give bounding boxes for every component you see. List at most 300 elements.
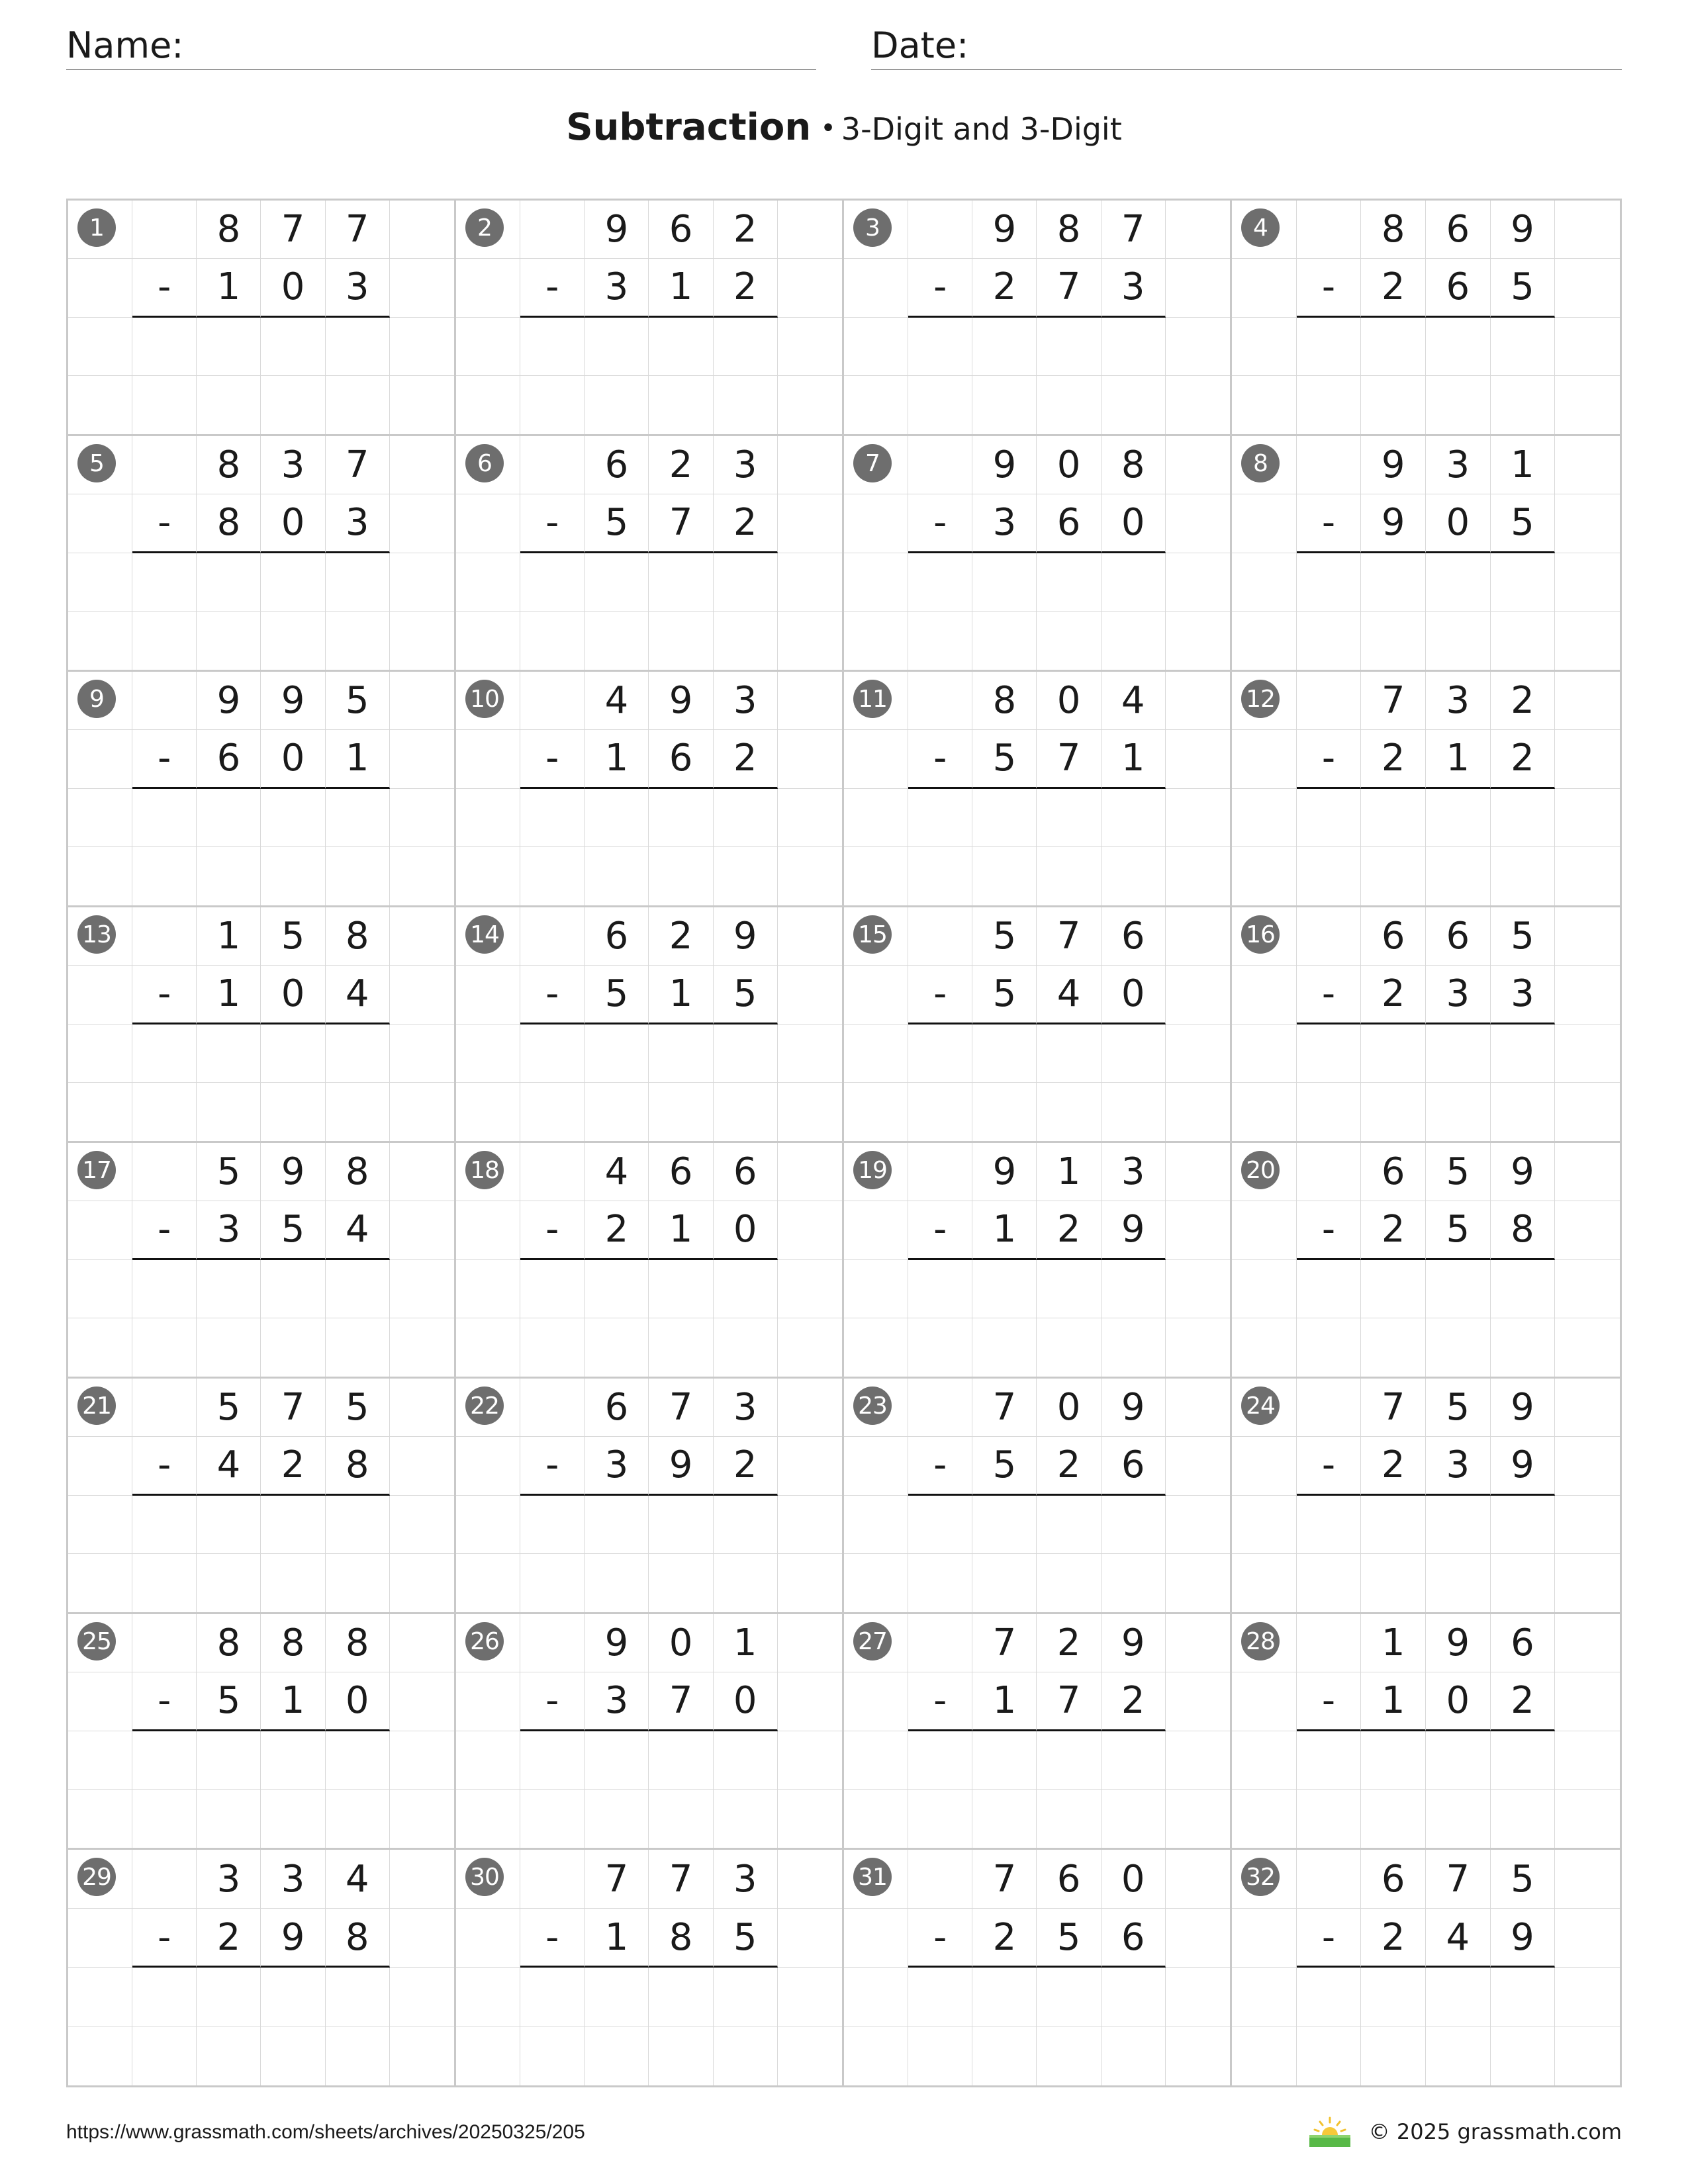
answer-cell[interactable] xyxy=(1491,1496,1556,1554)
answer-cell[interactable] xyxy=(908,1790,972,1848)
grid-cell xyxy=(68,847,132,905)
answer-cell[interactable] xyxy=(649,1260,713,1318)
answer-cell[interactable] xyxy=(197,553,261,612)
answer-cell[interactable] xyxy=(908,1318,972,1377)
answer-cell[interactable] xyxy=(649,1731,713,1790)
grid-cell xyxy=(778,436,842,494)
minus-sign: - xyxy=(520,966,585,1024)
answer-cell[interactable] xyxy=(972,1968,1037,2026)
answer-cell[interactable] xyxy=(972,612,1037,670)
subtrahend-digit: 9 xyxy=(1102,1201,1166,1259)
answer-cell[interactable] xyxy=(972,1554,1037,1612)
answer-cell[interactable] xyxy=(972,847,1037,905)
grid-cell xyxy=(68,1731,132,1790)
answer-cell[interactable] xyxy=(132,1318,197,1377)
answer-cell[interactable] xyxy=(1037,376,1101,434)
answer-cell[interactable] xyxy=(197,2026,261,2085)
answer-cell[interactable] xyxy=(520,1554,585,1612)
grid-cell xyxy=(456,847,520,905)
answer-cell[interactable] xyxy=(649,376,713,434)
answer-cell[interactable] xyxy=(132,1024,197,1083)
answer-cell[interactable] xyxy=(908,553,972,612)
answer-cell[interactable] xyxy=(1297,1554,1362,1612)
answer-cell[interactable] xyxy=(1102,1790,1166,1848)
answer-cell[interactable] xyxy=(261,847,325,905)
answer-cell[interactable] xyxy=(1491,2026,1556,2085)
answer-cell[interactable] xyxy=(1491,376,1556,434)
answer-cell[interactable] xyxy=(197,612,261,670)
answer-cell[interactable] xyxy=(132,1496,197,1554)
answer-cell[interactable] xyxy=(714,612,778,670)
answer-cell[interactable] xyxy=(520,1318,585,1377)
answer-cell[interactable] xyxy=(1426,2026,1491,2085)
answer-cell[interactable] xyxy=(1102,789,1166,847)
answer-cell[interactable] xyxy=(1491,1790,1556,1848)
answer-cell[interactable] xyxy=(197,1496,261,1554)
answer-cell[interactable] xyxy=(714,1554,778,1612)
answer-cell[interactable] xyxy=(1037,1024,1101,1083)
answer-cell[interactable] xyxy=(1361,2026,1426,2085)
answer-cell[interactable] xyxy=(1297,1083,1362,1141)
answer-cell[interactable] xyxy=(908,612,972,670)
answer-cell[interactable] xyxy=(972,1790,1037,1848)
answer-cell[interactable] xyxy=(908,2026,972,2085)
answer-cell[interactable] xyxy=(1037,318,1101,376)
answer-cell[interactable] xyxy=(714,376,778,434)
answer-cell[interactable] xyxy=(908,1496,972,1554)
answer-cell[interactable] xyxy=(1037,789,1101,847)
answer-cell[interactable] xyxy=(1102,1496,1166,1554)
subtrahend-digit: 1 xyxy=(649,259,713,317)
answer-cell[interactable] xyxy=(908,1968,972,2026)
answer-cell[interactable] xyxy=(520,1790,585,1848)
answer-cell[interactable] xyxy=(261,1731,325,1790)
answer-cell[interactable] xyxy=(972,1260,1037,1318)
answer-cell[interactable] xyxy=(972,1496,1037,1554)
answer-cell[interactable] xyxy=(132,612,197,670)
answer-cell[interactable] xyxy=(132,376,197,434)
answer-cell[interactable] xyxy=(714,2026,778,2085)
answer-cell[interactable] xyxy=(585,1731,649,1790)
subtrahend-digit: 1 xyxy=(197,259,261,317)
grid-cell xyxy=(1555,2026,1620,2085)
answer-cell[interactable] xyxy=(1037,1731,1101,1790)
answer-cell[interactable] xyxy=(1361,318,1426,376)
answer-cell[interactable] xyxy=(326,1083,390,1141)
problem-number-badge: 2 xyxy=(465,208,504,247)
answer-cell[interactable] xyxy=(1037,1554,1101,1612)
problem-number-cell xyxy=(1232,436,1297,494)
answer-cell[interactable] xyxy=(1102,612,1166,670)
subtrahend-digit: 2 xyxy=(714,1437,778,1495)
answer-cell[interactable] xyxy=(1037,1318,1101,1377)
answer-cell[interactable] xyxy=(1037,1083,1101,1141)
answer-cell[interactable] xyxy=(1426,1731,1491,1790)
grid-cell xyxy=(778,1024,842,1083)
answer-cell[interactable] xyxy=(714,1496,778,1554)
answer-cell[interactable] xyxy=(1491,318,1556,376)
answer-cell[interactable] xyxy=(972,1083,1037,1141)
answer-cell[interactable] xyxy=(1297,612,1362,670)
answer-cell[interactable] xyxy=(132,789,197,847)
answer-cell[interactable] xyxy=(1102,1731,1166,1790)
answer-cell[interactable] xyxy=(197,1318,261,1377)
answer-cell[interactable] xyxy=(908,318,972,376)
answer-cell[interactable] xyxy=(1297,1318,1362,1377)
answer-cell[interactable] xyxy=(132,1790,197,1848)
answer-cell[interactable] xyxy=(520,2026,585,2085)
answer-cell[interactable] xyxy=(1426,376,1491,434)
footer-brand xyxy=(1307,2115,1622,2148)
answer-cell[interactable] xyxy=(326,1790,390,1848)
answer-cell[interactable] xyxy=(972,318,1037,376)
answer-cell[interactable] xyxy=(1297,1496,1362,1554)
answer-cell[interactable] xyxy=(326,376,390,434)
answer-cell[interactable] xyxy=(585,612,649,670)
answer-cell[interactable] xyxy=(132,1554,197,1612)
answer-cell[interactable] xyxy=(1361,553,1426,612)
grid-cell xyxy=(1555,1083,1620,1141)
answer-cell[interactable] xyxy=(908,1731,972,1790)
answer-cell[interactable] xyxy=(908,1260,972,1318)
answer-cell[interactable] xyxy=(1102,1260,1166,1318)
answer-cell[interactable] xyxy=(1361,1024,1426,1083)
answer-cell[interactable] xyxy=(261,1496,325,1554)
answer-cell[interactable] xyxy=(326,318,390,376)
answer-cell[interactable] xyxy=(197,1790,261,1848)
answer-cell[interactable] xyxy=(1037,553,1101,612)
answer-cell[interactable] xyxy=(908,789,972,847)
answer-cell[interactable] xyxy=(1426,1790,1491,1848)
grid-cell xyxy=(1555,318,1620,376)
answer-cell[interactable] xyxy=(197,1968,261,2026)
answer-cell[interactable] xyxy=(714,789,778,847)
answer-cell[interactable] xyxy=(908,847,972,905)
answer-cell[interactable] xyxy=(326,1968,390,2026)
answer-cell[interactable] xyxy=(1426,553,1491,612)
answer-cell[interactable] xyxy=(326,1260,390,1318)
answer-cell[interactable] xyxy=(1297,847,1362,905)
grid-cell xyxy=(844,376,908,434)
answer-cell[interactable] xyxy=(585,2026,649,2085)
answer-cell[interactable] xyxy=(520,789,585,847)
problem-15 xyxy=(844,907,1232,1143)
answer-cell[interactable] xyxy=(520,847,585,905)
answer-cell[interactable] xyxy=(585,376,649,434)
title-subtitle: 3-Digit and 3-Digit xyxy=(841,111,1122,147)
answer-cell[interactable] xyxy=(585,1083,649,1141)
answer-cell[interactable] xyxy=(197,376,261,434)
answer-cell[interactable] xyxy=(1297,789,1362,847)
answer-cell[interactable] xyxy=(520,318,585,376)
problem-12 xyxy=(1232,672,1620,907)
answer-cell[interactable] xyxy=(1491,1318,1556,1377)
answer-cell[interactable] xyxy=(649,1790,713,1848)
minuend-digit: 9 xyxy=(1491,201,1556,259)
answer-cell[interactable] xyxy=(326,1554,390,1612)
answer-cell[interactable] xyxy=(1297,1260,1362,1318)
answer-cell[interactable] xyxy=(1102,847,1166,905)
grid-cell xyxy=(456,494,520,553)
answer-cell[interactable] xyxy=(1037,1260,1101,1318)
answer-cell[interactable] xyxy=(972,376,1037,434)
answer-cell[interactable] xyxy=(1491,1731,1556,1790)
answer-cell[interactable] xyxy=(326,612,390,670)
answer-cell[interactable] xyxy=(972,1318,1037,1377)
answer-cell[interactable] xyxy=(649,2026,713,2085)
answer-cell[interactable] xyxy=(261,1968,325,2026)
answer-cell[interactable] xyxy=(1102,376,1166,434)
minuend-digit: 4 xyxy=(585,1143,649,1201)
answer-cell[interactable] xyxy=(1426,318,1491,376)
answer-cell[interactable] xyxy=(714,1260,778,1318)
answer-cell[interactable] xyxy=(261,1083,325,1141)
answer-cell[interactable] xyxy=(1491,612,1556,670)
answer-cell[interactable] xyxy=(132,847,197,905)
answer-cell[interactable] xyxy=(132,318,197,376)
subtrahend-digit: 3 xyxy=(1491,966,1556,1024)
answer-cell[interactable] xyxy=(1037,1968,1101,2026)
minuend-digit: 6 xyxy=(1361,1143,1426,1201)
answer-cell[interactable] xyxy=(1361,1554,1426,1612)
answer-cell[interactable] xyxy=(972,1024,1037,1083)
answer-cell[interactable] xyxy=(908,376,972,434)
answer-cell[interactable] xyxy=(585,553,649,612)
answer-cell[interactable] xyxy=(649,847,713,905)
answer-cell[interactable] xyxy=(1361,1496,1426,1554)
answer-cell[interactable] xyxy=(197,847,261,905)
answer-cell[interactable] xyxy=(1491,1260,1556,1318)
answer-cell[interactable] xyxy=(261,1790,325,1848)
answer-cell[interactable] xyxy=(714,1083,778,1141)
minuend-digit: 9 xyxy=(972,1143,1037,1201)
answer-cell[interactable] xyxy=(261,789,325,847)
answer-cell[interactable] xyxy=(520,1496,585,1554)
answer-cell[interactable] xyxy=(1426,1318,1491,1377)
problem-24 xyxy=(1232,1379,1620,1614)
grid-cell xyxy=(68,318,132,376)
answer-cell[interactable] xyxy=(1361,1790,1426,1848)
answer-cell[interactable] xyxy=(1037,2026,1101,2085)
answer-cell[interactable] xyxy=(1297,553,1362,612)
answer-cell[interactable] xyxy=(326,1024,390,1083)
answer-cell[interactable] xyxy=(132,1968,197,2026)
answer-cell[interactable] xyxy=(972,2026,1037,2085)
answer-cell[interactable] xyxy=(972,789,1037,847)
minuend-digit: 3 xyxy=(261,436,325,494)
answer-cell[interactable] xyxy=(649,1024,713,1083)
answer-cell[interactable] xyxy=(197,1731,261,1790)
answer-cell[interactable] xyxy=(132,1083,197,1141)
answer-cell[interactable] xyxy=(261,1260,325,1318)
answer-cell[interactable] xyxy=(1491,789,1556,847)
subtrahend-digit: 2 xyxy=(714,494,778,553)
subtrahend-digit: 7 xyxy=(1037,259,1101,317)
answer-cell[interactable] xyxy=(520,1024,585,1083)
answer-cell[interactable] xyxy=(908,1554,972,1612)
answer-cell[interactable] xyxy=(326,1496,390,1554)
answer-cell[interactable] xyxy=(1491,1083,1556,1141)
answer-cell[interactable] xyxy=(326,789,390,847)
answer-cell[interactable] xyxy=(1426,612,1491,670)
problem-number-badge: 6 xyxy=(465,444,504,482)
grid-cell xyxy=(1166,436,1230,494)
answer-cell[interactable] xyxy=(1102,1554,1166,1612)
answer-cell[interactable] xyxy=(585,1318,649,1377)
answer-cell[interactable] xyxy=(520,612,585,670)
answer-cell[interactable] xyxy=(1102,1083,1166,1141)
subtrahend-digit: 4 xyxy=(326,966,390,1024)
answer-cell[interactable] xyxy=(585,789,649,847)
problem-number-cell xyxy=(844,1614,908,1672)
grid-cell xyxy=(778,1554,842,1612)
answer-cell[interactable] xyxy=(261,612,325,670)
answer-cell[interactable] xyxy=(714,318,778,376)
answer-cell[interactable] xyxy=(197,1260,261,1318)
answer-cell[interactable] xyxy=(520,1731,585,1790)
minuend-digit: 3 xyxy=(1102,1143,1166,1201)
answer-cell[interactable] xyxy=(1037,1496,1101,1554)
answer-cell[interactable] xyxy=(520,553,585,612)
answer-cell[interactable] xyxy=(585,1554,649,1612)
answer-cell[interactable] xyxy=(714,1790,778,1848)
answer-cell[interactable] xyxy=(649,789,713,847)
answer-cell[interactable] xyxy=(520,376,585,434)
footer-url[interactable]: https://www.grassmath.com/sheets/archives/20250325/205 xyxy=(66,2121,585,2143)
grid-cell xyxy=(1555,1260,1620,1318)
answer-cell[interactable] xyxy=(197,318,261,376)
answer-cell[interactable] xyxy=(132,553,197,612)
answer-cell[interactable] xyxy=(585,1260,649,1318)
answer-cell[interactable] xyxy=(649,1318,713,1377)
answer-cell[interactable] xyxy=(649,1496,713,1554)
answer-cell[interactable] xyxy=(972,1731,1037,1790)
answer-cell[interactable] xyxy=(261,2026,325,2085)
answer-cell[interactable] xyxy=(585,847,649,905)
answer-cell[interactable] xyxy=(1361,1083,1426,1141)
answer-cell[interactable] xyxy=(1297,1731,1362,1790)
problem-number-cell xyxy=(844,436,908,494)
answer-cell[interactable] xyxy=(649,318,713,376)
answer-cell[interactable] xyxy=(1297,318,1362,376)
answer-cell[interactable] xyxy=(714,553,778,612)
answer-cell[interactable] xyxy=(1102,2026,1166,2085)
answer-cell[interactable] xyxy=(1037,1790,1101,1848)
answer-cell[interactable] xyxy=(714,1318,778,1377)
answer-cell[interactable] xyxy=(1297,2026,1362,2085)
answer-cell[interactable] xyxy=(649,1968,713,2026)
answer-cell[interactable] xyxy=(1037,847,1101,905)
answer-cell[interactable] xyxy=(972,553,1037,612)
answer-cell[interactable] xyxy=(1037,612,1101,670)
answer-cell[interactable] xyxy=(908,1024,972,1083)
answer-cell[interactable] xyxy=(1297,1024,1362,1083)
answer-cell[interactable] xyxy=(132,1260,197,1318)
answer-cell[interactable] xyxy=(1426,1260,1491,1318)
answer-cell[interactable] xyxy=(261,553,325,612)
answer-cell[interactable] xyxy=(1102,1318,1166,1377)
answer-cell[interactable] xyxy=(1297,1968,1362,2026)
answer-cell[interactable] xyxy=(132,1731,197,1790)
answer-cell[interactable] xyxy=(326,553,390,612)
answer-cell[interactable] xyxy=(1426,789,1491,847)
answer-cell[interactable] xyxy=(261,1554,325,1612)
answer-cell[interactable] xyxy=(261,1024,325,1083)
answer-cell[interactable] xyxy=(649,1083,713,1141)
answer-cell[interactable] xyxy=(1361,612,1426,670)
answer-cell[interactable] xyxy=(326,1731,390,1790)
answer-cell[interactable] xyxy=(197,1024,261,1083)
name-field[interactable] xyxy=(66,24,816,70)
answer-cell[interactable] xyxy=(1297,1790,1362,1848)
answer-cell[interactable] xyxy=(1491,1968,1556,2026)
answer-cell[interactable] xyxy=(1102,1968,1166,2026)
answer-cell[interactable] xyxy=(1426,1496,1491,1554)
answer-cell[interactable] xyxy=(326,847,390,905)
answer-cell[interactable] xyxy=(1426,1554,1491,1612)
answer-cell[interactable] xyxy=(714,1968,778,2026)
answer-cell[interactable] xyxy=(1491,553,1556,612)
answer-cell[interactable] xyxy=(1361,847,1426,905)
answer-cell[interactable] xyxy=(908,1083,972,1141)
answer-cell[interactable] xyxy=(1102,553,1166,612)
answer-cell[interactable] xyxy=(1491,847,1556,905)
date-field[interactable] xyxy=(871,24,1622,70)
answer-cell[interactable] xyxy=(649,612,713,670)
answer-cell[interactable] xyxy=(1426,1083,1491,1141)
answer-cell[interactable] xyxy=(1426,1024,1491,1083)
subtrahend-digit: 5 xyxy=(1426,1201,1491,1259)
answer-cell[interactable] xyxy=(326,2026,390,2085)
answer-cell[interactable] xyxy=(520,1083,585,1141)
answer-cell[interactable] xyxy=(585,318,649,376)
answer-cell[interactable] xyxy=(1361,789,1426,847)
answer-cell[interactable] xyxy=(1491,1554,1556,1612)
answer-cell[interactable] xyxy=(1361,1731,1426,1790)
answer-cell[interactable] xyxy=(1361,1260,1426,1318)
answer-cell[interactable] xyxy=(197,789,261,847)
answer-cell[interactable] xyxy=(649,1554,713,1612)
answer-cell[interactable] xyxy=(197,1083,261,1141)
answer-cell[interactable] xyxy=(585,1496,649,1554)
answer-cell[interactable] xyxy=(585,1790,649,1848)
answer-cell[interactable] xyxy=(585,1024,649,1083)
answer-cell[interactable] xyxy=(520,1260,585,1318)
answer-cell[interactable] xyxy=(714,847,778,905)
answer-cell[interactable] xyxy=(585,1968,649,2026)
answer-cell[interactable] xyxy=(1426,1968,1491,2026)
answer-cell[interactable] xyxy=(1361,376,1426,434)
answer-cell[interactable] xyxy=(261,318,325,376)
answer-cell[interactable] xyxy=(649,553,713,612)
answer-cell[interactable] xyxy=(1491,1024,1556,1083)
answer-cell[interactable] xyxy=(1361,1968,1426,2026)
grid-cell xyxy=(1297,1614,1362,1672)
answer-cell[interactable] xyxy=(1102,1024,1166,1083)
answer-cell[interactable] xyxy=(261,376,325,434)
answer-cell[interactable] xyxy=(520,1968,585,2026)
answer-cell[interactable] xyxy=(132,2026,197,2085)
answer-cell[interactable] xyxy=(1297,376,1362,434)
answer-cell[interactable] xyxy=(197,1554,261,1612)
answer-cell[interactable] xyxy=(714,1731,778,1790)
answer-cell[interactable] xyxy=(326,1318,390,1377)
answer-cell[interactable] xyxy=(261,1318,325,1377)
answer-cell[interactable] xyxy=(714,1024,778,1083)
answer-cell[interactable] xyxy=(1426,847,1491,905)
answer-cell[interactable] xyxy=(1361,1318,1426,1377)
answer-cell[interactable] xyxy=(1102,318,1166,376)
